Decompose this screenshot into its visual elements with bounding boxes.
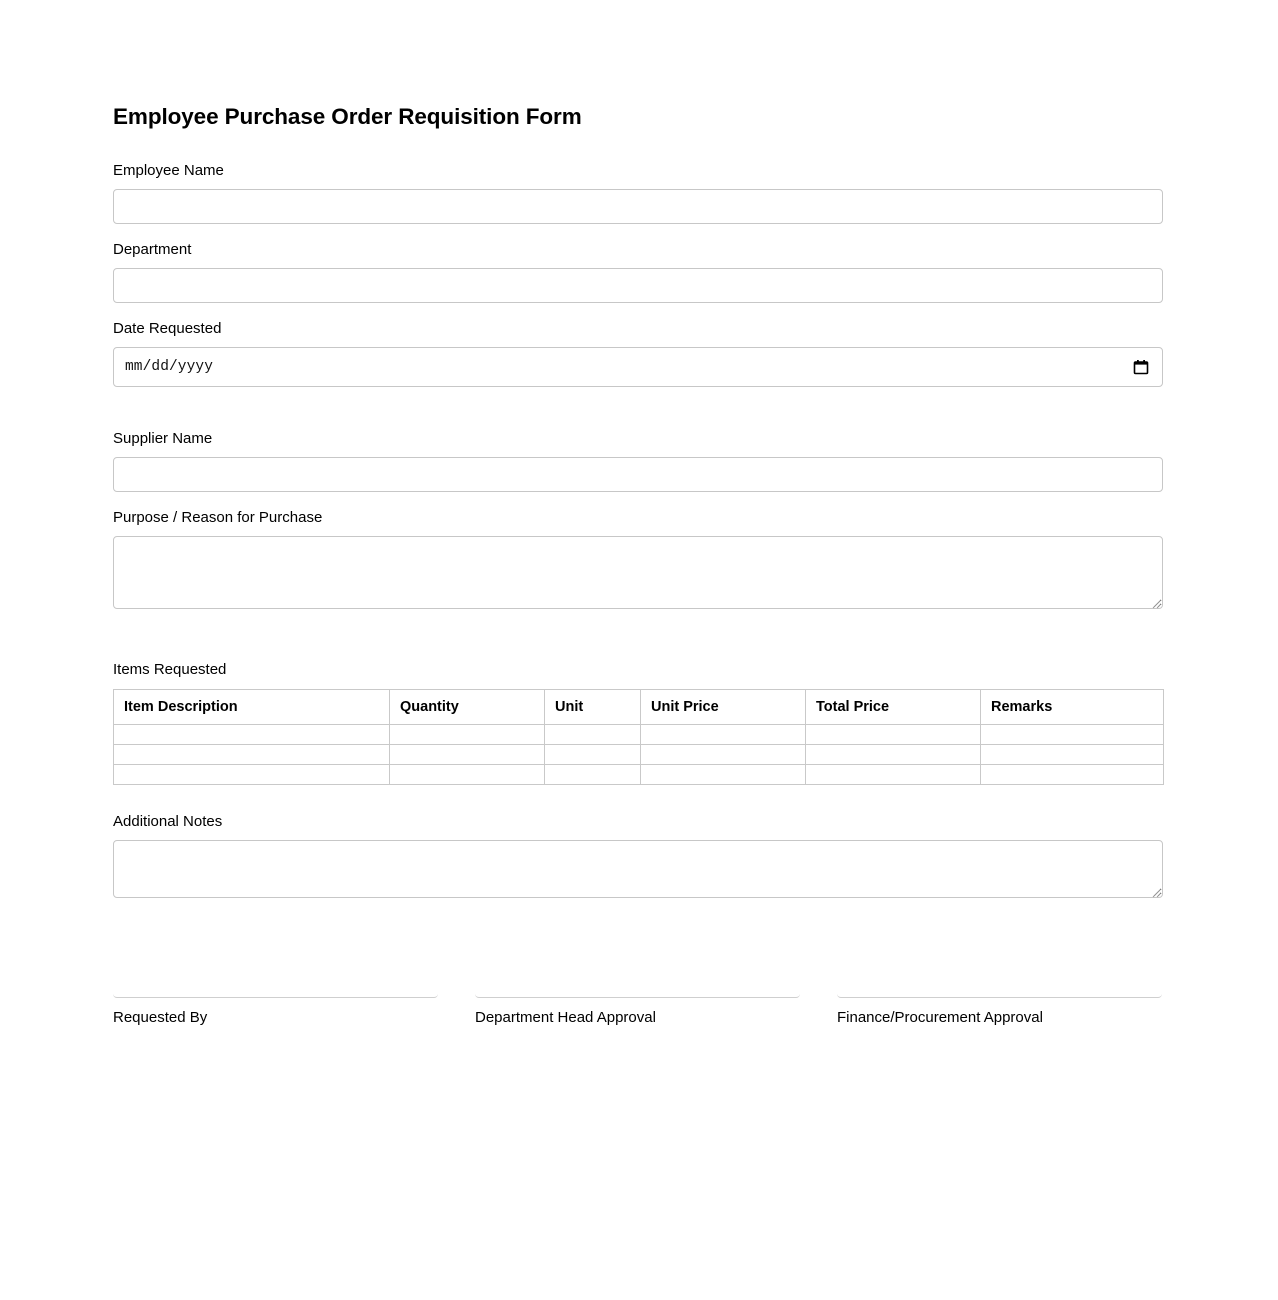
- cell-remarks[interactable]: [981, 744, 1164, 764]
- cell-unit[interactable]: [545, 764, 641, 784]
- purpose-label: Purpose / Reason for Purchase: [113, 508, 323, 526]
- page-title: Employee Purchase Order Requisition Form: [113, 104, 582, 129]
- date-requested-label: Date Requested: [113, 319, 222, 337]
- column-header-unit: Unit: [545, 689, 641, 724]
- additional-notes-label: Additional Notes: [113, 812, 223, 830]
- table-row[interactable]: [114, 724, 1164, 744]
- column-header-unit-price: Unit Price: [641, 689, 806, 724]
- column-header-remarks: Remarks: [981, 689, 1164, 724]
- column-header-item-description: Item Description: [114, 689, 390, 724]
- field-department: [113, 241, 1163, 303]
- cell-item-description[interactable]: [114, 764, 390, 784]
- employee-name-label: Employee Name: [113, 161, 224, 179]
- field-date-requested: [113, 320, 1163, 387]
- column-header-total-price: Total Price: [806, 689, 981, 724]
- cell-unit[interactable]: [545, 724, 641, 744]
- cell-item-description[interactable]: [114, 724, 390, 744]
- items-table: [113, 689, 1164, 785]
- department-input[interactable]: [113, 268, 1163, 303]
- signature-caption-department-head: Department Head Approval: [475, 1008, 656, 1026]
- signature-block-requested-by: [113, 975, 438, 1027]
- table-row[interactable]: [114, 744, 1164, 764]
- purpose-textarea[interactable]: [113, 536, 1163, 609]
- department-label: Department: [113, 240, 192, 258]
- cell-item-description[interactable]: [114, 744, 390, 764]
- supplier-name-input[interactable]: [113, 457, 1163, 492]
- date-requested-input[interactable]: [113, 347, 1163, 387]
- field-employee-name: [113, 162, 1163, 224]
- cell-total-price[interactable]: [806, 744, 981, 764]
- cell-total-price[interactable]: [806, 764, 981, 784]
- date-placeholder-text: mm/dd/yyyy: [125, 358, 214, 375]
- signature-block-department-head: [475, 975, 800, 1027]
- table-row[interactable]: [114, 764, 1164, 784]
- cell-unit[interactable]: [545, 744, 641, 764]
- employee-name-input[interactable]: [113, 189, 1163, 224]
- purpose-textarea-wrapper: [113, 536, 1163, 609]
- column-header-quantity: Quantity: [390, 689, 545, 724]
- items-requested-section: [113, 661, 1163, 785]
- cell-quantity[interactable]: [390, 724, 545, 744]
- field-purpose: [113, 509, 1163, 609]
- cell-unit-price[interactable]: [641, 764, 806, 784]
- signature-block-finance-approval: [837, 975, 1162, 1027]
- items-requested-label: Items Requested: [113, 660, 227, 678]
- cell-quantity[interactable]: [390, 764, 545, 784]
- supplier-name-label: Supplier Name: [113, 429, 213, 447]
- signature-line-department-head[interactable]: [475, 975, 800, 998]
- calendar-icon[interactable]: [1133, 359, 1149, 375]
- table-header-row: [114, 689, 1164, 724]
- signature-line-requested-by[interactable]: [113, 975, 438, 998]
- cell-quantity[interactable]: [390, 744, 545, 764]
- cell-remarks[interactable]: [981, 724, 1164, 744]
- signature-caption-requested-by: Requested By: [113, 1008, 208, 1026]
- field-additional-notes: [113, 813, 1163, 898]
- signature-line-finance-approval[interactable]: [837, 975, 1162, 998]
- additional-notes-textarea-wrapper: [113, 840, 1163, 898]
- additional-notes-textarea[interactable]: [113, 840, 1163, 898]
- cell-unit-price[interactable]: [641, 744, 806, 764]
- signature-section: [113, 975, 1163, 1027]
- cell-unit-price[interactable]: [641, 724, 806, 744]
- cell-remarks[interactable]: [981, 764, 1164, 784]
- cell-total-price[interactable]: [806, 724, 981, 744]
- field-supplier-name: [113, 430, 1163, 492]
- signature-caption-finance-approval: Finance/Procurement Approval: [837, 1008, 1043, 1026]
